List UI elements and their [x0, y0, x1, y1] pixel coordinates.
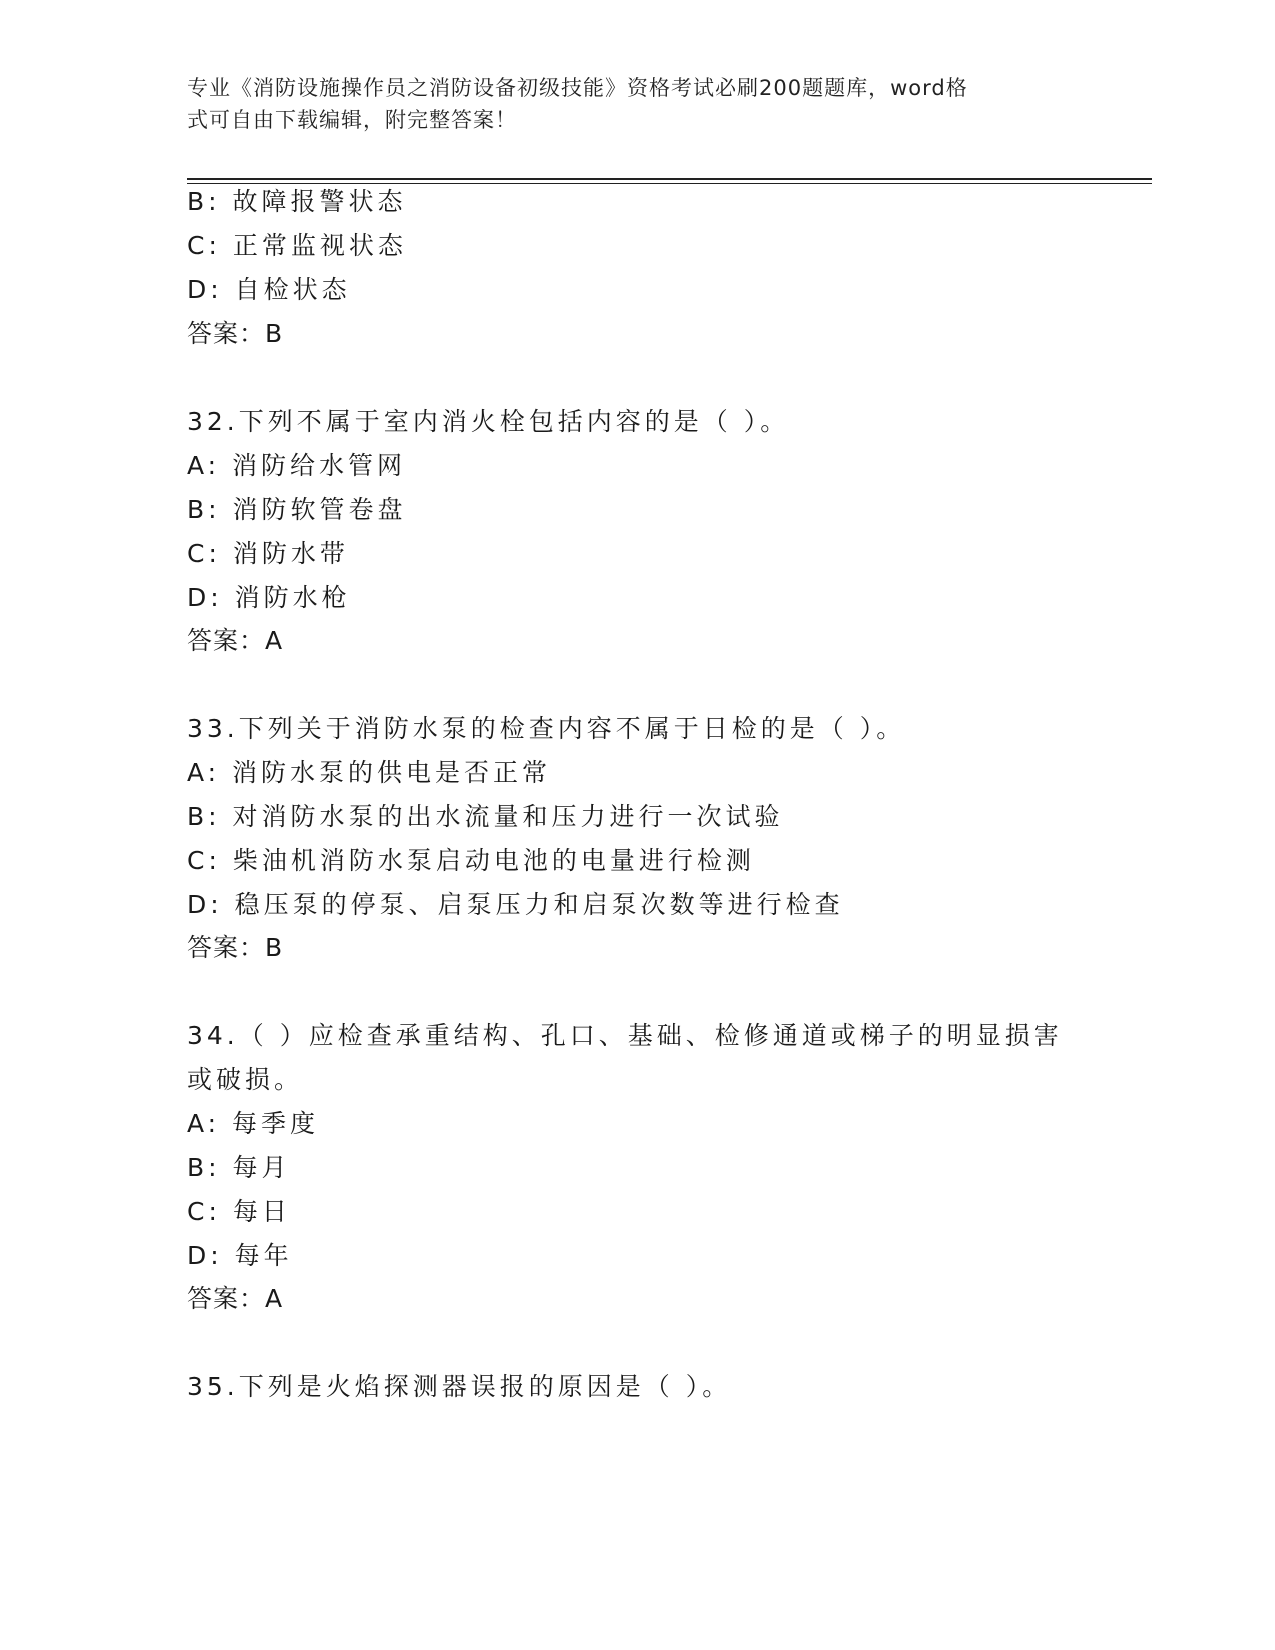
q32-option-a: A: 消防给水管网 [187, 451, 407, 480]
q33-option-c: C: 柴油机消防水泵启动电池的电量进行检测 [187, 846, 755, 875]
header-line-2: 式可自由下载编辑，附完整答案！ [187, 108, 517, 132]
q34-option-d: D: 每年 [187, 1241, 293, 1270]
q34-question-line-1: 34.（ ）应检查承重结构、孔口、基础、检修通道或梯子的明显损害 [187, 1021, 1063, 1050]
q32-option-c: C: 消防水带 [187, 539, 349, 568]
q33-option-d: D: 稳压泵的停泵、启泵压力和启泵次数等进行检查 [187, 890, 844, 919]
q32-option-d: D: 消防水枪 [187, 583, 351, 612]
q31-option-d: D: 自检状态 [187, 275, 351, 304]
q34-answer: 答案：A [187, 1284, 284, 1313]
q32-option-b: B: 消防软管卷盘 [187, 495, 407, 524]
document-header [187, 72, 1067, 136]
q32-answer: 答案：A [187, 626, 284, 655]
q32-question: 32.下列不属于室内消火栓包括内容的是（ ）。 [187, 407, 790, 436]
q31-option-c: C: 正常监视状态 [187, 231, 407, 260]
q33-answer: 答案：B [187, 933, 284, 962]
q31-answer: 答案：B [187, 319, 284, 348]
q34-option-c: C: 每日 [187, 1197, 291, 1226]
q31-option-b: B: 故障报警状态 [187, 187, 407, 216]
q34-question-line-2: 或破损。 [187, 1065, 304, 1094]
header-divider-thin [187, 183, 1152, 184]
q34-option-b: B: 每月 [187, 1153, 291, 1182]
header-divider-thick [187, 178, 1152, 180]
q34-option-a: A: 每季度 [187, 1109, 320, 1138]
q33-option-b: B: 对消防水泵的出水流量和压力进行一次试验 [187, 802, 784, 831]
q35-question: 35.下列是火焰探测器误报的原因是（ ）。 [187, 1372, 732, 1401]
q33-question: 33.下列关于消防水泵的检查内容不属于日检的是（ ）。 [187, 714, 906, 743]
header-line-1: 专业《消防设施操作员之消防设备初级技能》资格考试必刷200题题库，word格 [187, 76, 968, 100]
q33-option-a: A: 消防水泵的供电是否正常 [187, 758, 552, 787]
